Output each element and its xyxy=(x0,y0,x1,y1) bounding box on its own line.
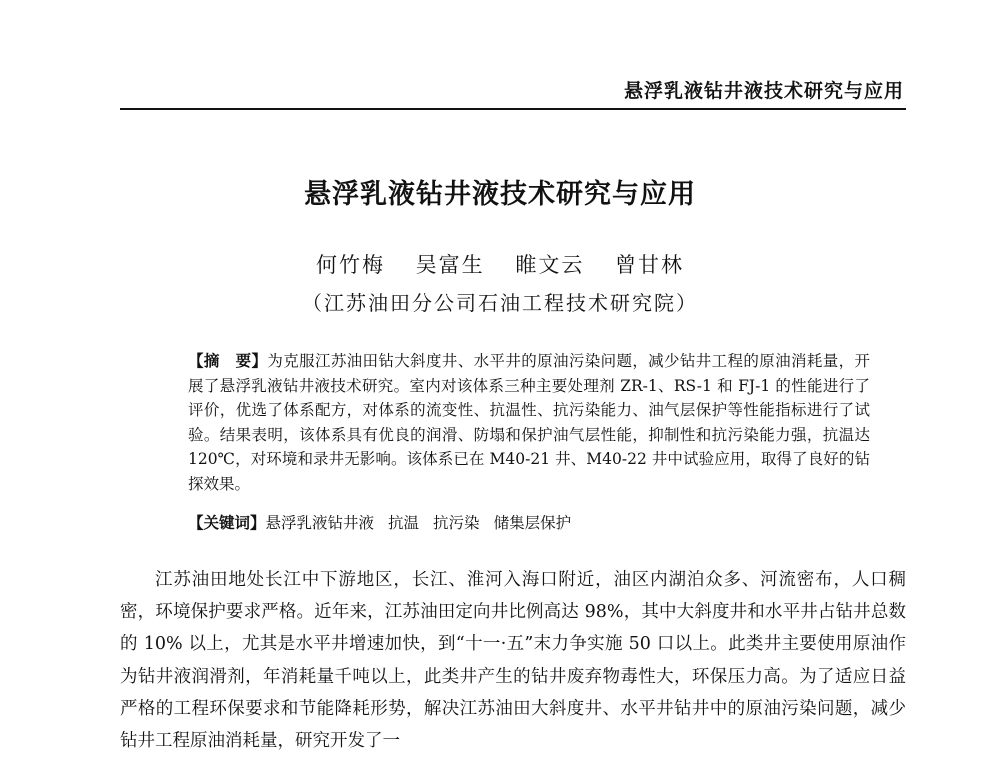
author: 何竹梅 xyxy=(315,253,385,277)
keywords-label: 【关键词】 xyxy=(188,514,266,532)
author: 吴富生 xyxy=(415,253,485,277)
author-list xyxy=(0,249,1000,279)
paper-title: 悬浮乳液钻井液技术研究与应用 xyxy=(304,179,696,210)
abstract-text: 为克服江苏油田钻大斜度井、水平井的原油污染问题，减少钻井工程的原油消耗量，开展了悬浮乳液钻井液技术研究。室内对该体系三种主要处理剂 ZR-1、RS-1 和 FJ-1 的性能进行了评价，优选了体系配方，对体系的流变性、抗温性、抗污染能力、油气层保护等性能指标进行了试验。结果表明，该体系具有优良的润滑、防塌和保护油气层性能，抑制性和抗污染能力强，抗温达 120℃，对环境和录井无影响。该体系已在 M40-21 井、M40-22 井中试验应用，取得了良好的钻探效果。 xyxy=(188,352,870,493)
author: 睢文云 xyxy=(515,253,585,277)
keyword: 抗温 xyxy=(388,514,420,532)
affiliation: （江苏油田分公司石油工程技术研究院） xyxy=(302,291,698,315)
keyword: 悬浮乳液钻井液 xyxy=(265,514,375,532)
author: 曾甘林 xyxy=(615,253,685,277)
abstract xyxy=(188,349,870,496)
keywords xyxy=(188,511,870,536)
abstract-label: 【摘 要】 xyxy=(188,352,268,370)
keyword: 抗污染 xyxy=(433,514,480,532)
body-paragraph: 江苏油田地处长江中下游地区，长江、淮河入海口附近，油区内湖泊众多、河流密布，人口稠密，环境保护要求严格。近年来，江苏油田定向井比例高达 98%，其中大斜度井和水平井占钻井总数的 10% 以上，尤其是水平井增速加快，到“十一·五”末力争实施 50 口以上。此类井主要使用原油作为钻井液润滑剂，年消耗量千吨以上，此类井产生的钻井废弃物毒性大，环保压力高。为了适应日益严格的工程环保要求和节能降耗形势，解决江苏油田大斜度井、水平井钻井中的原油污染问题，减少钻井工程原油消耗量，研究开发了一 xyxy=(120,570,906,752)
running-head: 悬浮乳液钻井液技术研究与应用 xyxy=(623,80,904,102)
keyword: 储集层保护 xyxy=(493,514,572,532)
header-rule xyxy=(120,108,906,110)
